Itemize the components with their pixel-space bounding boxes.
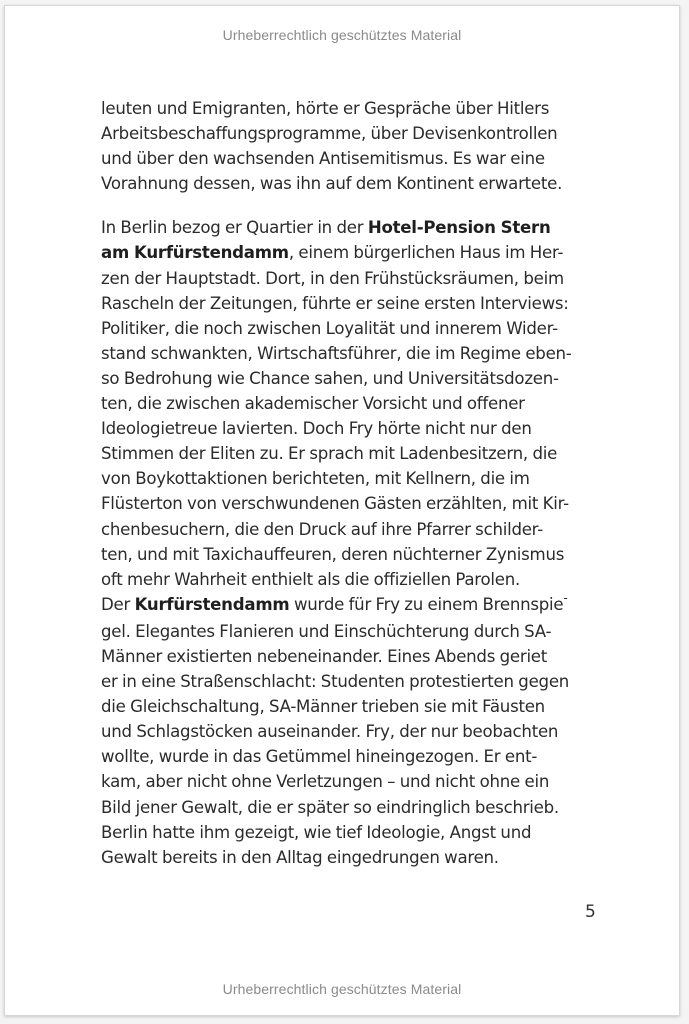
copyright-watermark-top: Urheberrechtlich geschütztes Material (222, 27, 462, 43)
book-page (4, 5, 680, 1016)
text-line: zen der Hauptstadt. Dort, in den Frühstücksräumen, beim (101, 268, 564, 288)
text-line: und Schlagstöcken auseinander. Fry, der nur beobachten (101, 722, 559, 742)
bold-hotel-location: am Kurfürstendamm (101, 243, 289, 263)
text-line: Gewalt bereits in den Alltag eingedrungen waren. (101, 847, 499, 867)
text-line: gel. Elegantes Flanieren und Einschüchterung durch SA- (101, 621, 552, 641)
bold-hotel-name: Hotel-Pension Stern (367, 218, 551, 238)
bold-street-name: Kurfürstendamm (134, 594, 290, 614)
text-line: chenbesuchern, die den Druck auf ihre Pfarrer schilder- (101, 519, 543, 539)
text-line: stand schwankten, Wirtschaftsführer, die im Regime eben- (101, 343, 572, 363)
text-line: Bild jener Gewalt, die er später so eindringlich beschrieb. (101, 797, 559, 817)
text-line: wollte, wurde in das Getümmel hineingezogen. Er ent- (101, 747, 538, 767)
text-line: von Boykottaktionen berichteten, mit Kellnern, die im (101, 469, 530, 489)
paragraph-gap (101, 196, 601, 215)
text-line: ten, die zwischen akademischer Vorsicht und offener (101, 394, 525, 414)
text-line (101, 240, 601, 265)
text-line: Politiker, die noch zwischen Loyalität und innerem Wider- (101, 318, 558, 338)
copyright-watermark-bottom: Urheberrechtlich geschütztes Material (222, 981, 462, 997)
text-line: Vorahnung dessen, was ihn auf dem Kontinent erwartete. (101, 174, 563, 194)
text-line: Ideologietreue lavierten. Doch Fry hörte nicht nur den (101, 419, 532, 439)
text-line: kam, aber nicht ohne Verletzungen – und nicht ohne ein (101, 772, 550, 792)
page-number: 5 (585, 902, 596, 922)
text-line: er in eine Straßenschlacht: Studenten protestierten gegen (101, 672, 570, 692)
text-line: die Gleichschaltung, SA-Männer trieben sie mit Fäusten (101, 697, 545, 717)
text-line: Berlin hatte ihm gezeigt, wie tief Ideologie, Angst und (101, 822, 532, 842)
text-line: Arbeitsbeschaffungsprogramme, über Devisenkontrollen (101, 124, 558, 144)
text-line: leuten und Emigranten, hörte er Gespräche über Hitlers (101, 99, 550, 118)
text-line: so Bedrohung wie Chance sahen, und Universitätsdozen- (101, 368, 559, 388)
text-line: ten, und mit Taxichauffeuren, deren nüchterner Zynismus (101, 544, 565, 564)
page-body-text (101, 96, 601, 870)
text-line: oft mehr Wahrheit enthielt als die offiziellen Parolen. (101, 569, 521, 589)
text-line (101, 592, 601, 619)
text-line: Rascheln der Zeitungen, führte er seine ersten Interviews: (101, 293, 569, 313)
text-line: Stimmen der Eliten zu. Er sprach mit Ladenbesitzern, die (101, 444, 558, 464)
text-line: Flüsterton von verschwundenen Gästen erzählten, mit Kir- (101, 494, 569, 514)
text-line (101, 215, 601, 240)
text-run: wurde für Fry zu einem Brennspie (289, 594, 564, 614)
text-run: , einem bürgerlichen Haus im Her- (288, 243, 564, 263)
hyphen-mark: - (563, 590, 568, 605)
text-line: und über den wachsenden Antisemitismus. Es war eine (101, 149, 545, 169)
text-run: Der (101, 594, 135, 614)
text-line: Männer existierten nebeneinander. Eines Abends geriet (101, 646, 548, 666)
text-run: In Berlin bezog er Quartier in der (101, 218, 368, 238)
